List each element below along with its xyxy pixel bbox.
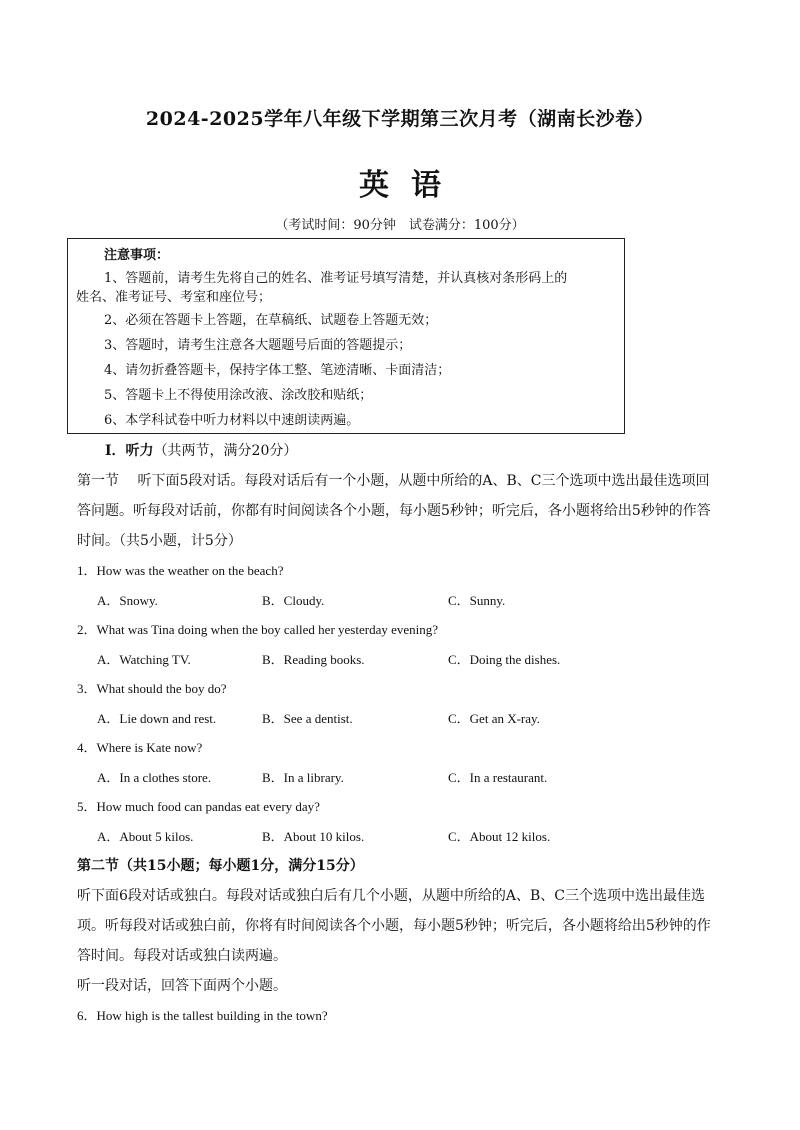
notice-line: 3、答题时，请考生注意各大题题号后面的答题提示； (104, 338, 412, 353)
question-5-stem: 5．How much food can pandas eat every day? (77, 799, 320, 814)
section2-heading: 第二节（共15小题；每小题1分，满分15分） (77, 858, 364, 874)
question-6-stem: 6．How high is the tallest building in the town? (77, 1008, 328, 1023)
question-4-option-b: B．In a library. (262, 770, 344, 785)
section2-line: 答时间。每段对话或独白读两遍。 (77, 948, 287, 964)
notice-line: 5、答题卡上不得使用涂改液、涂改胶和贴纸； (104, 388, 373, 403)
section2-line: 听下面6段对话或独白。每段对话或独白后有几个小题，从题中所给的A、B、C三个选项中选出最佳选 (77, 888, 706, 904)
section2-line: 项。听每段对话或独白前，你将有时间阅读各个小题，每小题5秒钟；听完后，各小题将给出5秒钟的作 (77, 918, 711, 934)
question-1-stem: 1．How was the weather on the beach? (77, 563, 284, 578)
question-1-option-a: A．Snowy. (97, 593, 158, 608)
question-2-stem: 2．What was Tina doing when the boy called her yesterday evening? (77, 622, 439, 637)
question-4-stem: 4．Where is Kate now? (77, 740, 203, 755)
exam-title: 2024-2025学年八年级下学期第三次月考（湖南长沙卷） (145, 108, 655, 130)
part1-heading-bold: I．听力 (105, 443, 154, 459)
question-3-option-c: C．Get an X-ray. (448, 711, 540, 726)
question-3-option-b: B．See a dentist. (262, 711, 353, 726)
question-4-option-c: C．In a restaurant. (448, 770, 548, 785)
question-5-option-c: C．About 12 kilos. (448, 829, 551, 844)
question-2-option-a: A．Watching TV. (97, 652, 191, 667)
notice-line: 2、必须在答题卡上答题，在草稿纸、试题卷上答题无效； (104, 313, 438, 328)
question-3-option-a: A．Lie down and rest. (97, 711, 217, 726)
notice-line: 6、本学科试卷中听力材料以中速朗读两遍。 (104, 413, 360, 428)
part1-heading (105, 440, 297, 460)
notice-line: 1、答题前，请考生先将自己的姓名、准考证号填写清楚，并认真核对条形码上的 (104, 271, 568, 286)
notice-line: 姓名、准考证号、考室和座位号； (76, 290, 272, 305)
dialogue-instruction: 听一段对话，回答下面两个小题。 (77, 978, 287, 994)
section1-line: 答问题。听每段对话前，你都有时间阅读各个小题，每小题5秒钟；听完后，各小题将给出5秒钟的作答 (77, 503, 711, 519)
question-4-option-a: A．In a clothes store. (97, 770, 212, 785)
question-3-stem: 3．What should the boy do? (77, 681, 227, 696)
question-2-option-b: B．Reading books. (262, 652, 365, 667)
section1-line: 时间。（共5小题，计5分） (77, 533, 242, 549)
question-1-option-b: B．Cloudy. (262, 593, 325, 608)
question-5-option-b: B．About 10 kilos. (262, 829, 365, 844)
question-5-option-a: A．About 5 kilos. (97, 829, 194, 844)
notice-box (67, 238, 625, 434)
question-2-option-c: C．Doing the dishes. (448, 652, 561, 667)
part1-heading-rest: （共两节，满分20分） (153, 443, 298, 459)
section1-line: 第一节 听下面5段对话。每段对话后有一个小题，从题中所给的A、B、C三个选项中选出最佳选项回 (77, 473, 710, 489)
subject-title: 英语 (359, 168, 463, 203)
notice-title: 注意事项： (104, 248, 170, 263)
notice-line: 4、请勿折叠答题卡，保持字体工整、笔迹清晰、卡面清洁； (104, 363, 451, 378)
exam-info: （考试时间：90分钟 试卷满分：100分） (275, 218, 525, 233)
question-1-option-c: C．Sunny. (448, 593, 506, 608)
